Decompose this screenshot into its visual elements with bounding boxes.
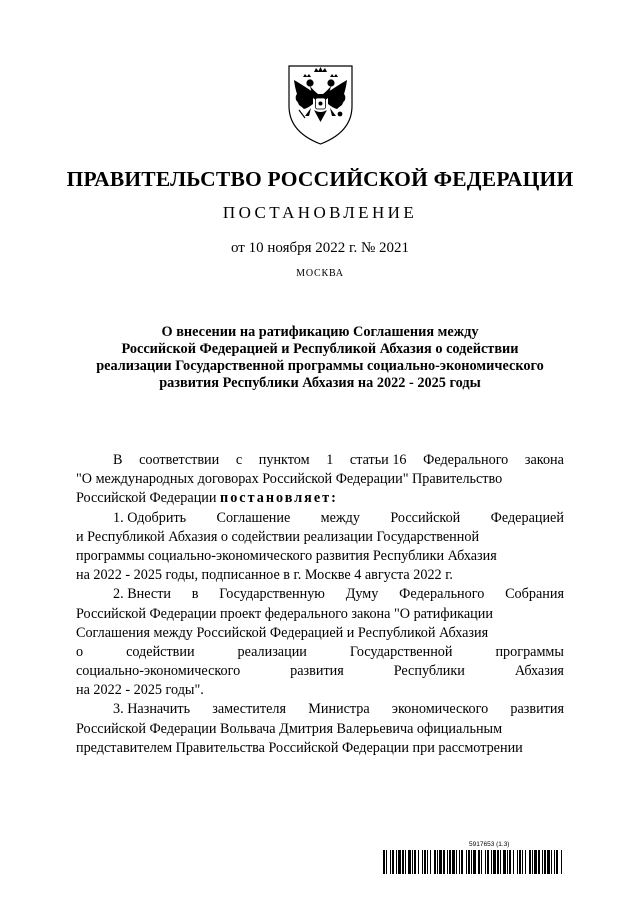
body-line: 1. Одобрить Соглашение между Российской Федерацией: [113, 509, 564, 526]
body-line: Российской Федерации постановляет:: [76, 489, 564, 508]
barcode-number: 5917653 (1.3): [469, 841, 510, 848]
barcode-bar: [456, 850, 457, 874]
barcode-bar: [427, 850, 428, 874]
barcode-bar: [437, 850, 438, 874]
barcode-bar: [519, 850, 521, 874]
barcode-bar: [534, 850, 537, 874]
barcode-bar: [507, 850, 508, 874]
barcode-bar: [544, 850, 546, 874]
decree-body: [76, 451, 564, 758]
barcode-bar: [542, 850, 543, 874]
barcode-bar: [473, 850, 476, 874]
subject-line: реализации Государственной программы социально-экономического: [96, 358, 544, 374]
barcode-bar: [497, 850, 499, 874]
barcode-bar: [554, 850, 555, 874]
barcode-bar: [517, 850, 518, 874]
barcode-bar: [493, 850, 496, 874]
barcode-bar: [390, 850, 391, 874]
body-line: о содействии реализации Государственной программы: [76, 643, 564, 660]
barcode-bar: [422, 850, 423, 874]
body-line: 2. Внести в Государственную Думу Федерального Собрания: [113, 586, 564, 603]
barcode-bar: [485, 850, 486, 874]
subject-line: развития Республики Абхазия на 2022 - 2025 годы: [159, 375, 481, 391]
document-type: ПОСТАНОВЛЕНИЕ: [222, 203, 418, 222]
barcode-bar: [418, 850, 419, 874]
body-line: В соответствии с пунктом 1 статьи 16 Федерального закона: [113, 452, 564, 468]
city: МОСКВА: [296, 268, 344, 279]
body-line: Российской Федерации Вольвача Дмитрия Валерьевича официальным: [76, 720, 503, 737]
barcode-bar: [513, 850, 514, 874]
barcode-bar: [412, 850, 413, 874]
barcode-bar: [449, 850, 451, 874]
barcode-bar: [509, 850, 511, 874]
barcode-bar: [424, 850, 426, 874]
barcode-bar: [503, 850, 506, 874]
barcode: [383, 850, 563, 874]
date-and-number: от 10 ноября 2022 г. № 2021: [230, 240, 410, 256]
barcode-bar: [392, 850, 394, 874]
government-title: ПРАВИТЕЛЬСТВО РОССИЙСКОЙ ФЕДЕРАЦИИ: [66, 167, 574, 191]
barcode-bar: [547, 850, 550, 874]
coat-of-arms-emblem-icon: [283, 58, 358, 148]
barcode-bar: [396, 850, 397, 874]
barcode-bar: [414, 850, 416, 874]
barcode-bar: [405, 850, 406, 874]
subject-line: О внесении на ратификацию Соглашения между: [161, 324, 479, 340]
decree-subject: [75, 324, 565, 392]
barcode-bar: [452, 850, 455, 874]
body-line: программы социально-экономического развития Республики Абхазия: [76, 547, 497, 564]
barcode-bar: [561, 850, 562, 874]
barcode-bar: [487, 850, 489, 874]
barcode-bar: [471, 850, 472, 874]
body-line: "О международных договорах Российской Федерации" Правительство: [76, 471, 503, 488]
body-line: социально-экономического развития Республики Абхазия: [76, 663, 564, 680]
barcode-bar: [481, 850, 482, 874]
barcode-bar: [525, 850, 526, 874]
body-line: на 2022 - 2025 годы".: [76, 682, 204, 699]
barcode-bar: [430, 850, 431, 874]
barcode-bar: [443, 850, 445, 874]
body-line: 3. Назначить заместителя Министра экономического развития: [113, 701, 564, 718]
barcode-bar: [398, 850, 401, 874]
barcode-bar: [551, 850, 552, 874]
barcode-bar: [556, 850, 558, 874]
decrees-word: постановляет:: [220, 490, 338, 507]
body-line: Соглашения между Российской Федерацией и Республикой Абхазия: [76, 624, 489, 641]
barcode-bar: [408, 850, 411, 874]
barcode-bar: [439, 850, 442, 874]
barcode-bar: [522, 850, 523, 874]
barcode-bar: [461, 850, 463, 874]
body-line: представителем Правительства Российской Федерации при рассмотрении: [76, 739, 523, 756]
barcode-bar: [529, 850, 531, 874]
barcode-bar: [447, 850, 448, 874]
barcode-bar: [459, 850, 460, 874]
barcode-bar: [478, 850, 480, 874]
body-line: Российской Федерации проект федерального закона "О ратификации: [76, 605, 493, 622]
barcode-bar: [468, 850, 470, 874]
barcode-bar: [402, 850, 404, 874]
barcode-bar: [434, 850, 436, 874]
subject-line: Российской Федерацией и Республикой Абхазия о содействии: [121, 341, 519, 357]
barcode-bar: [466, 850, 467, 874]
barcode-bar: [491, 850, 492, 874]
barcode-bar: [500, 850, 501, 874]
barcode-bar: [532, 850, 533, 874]
barcode-bar: [383, 850, 385, 874]
body-line: и Республикой Абхазия о содействии реализации Государственной: [76, 528, 480, 545]
barcode-bar: [386, 850, 387, 874]
body-line: на 2022 - 2025 годы, подписанное в г. Москве 4 августа 2022 г.: [76, 567, 453, 584]
barcode-bar: [538, 850, 540, 874]
